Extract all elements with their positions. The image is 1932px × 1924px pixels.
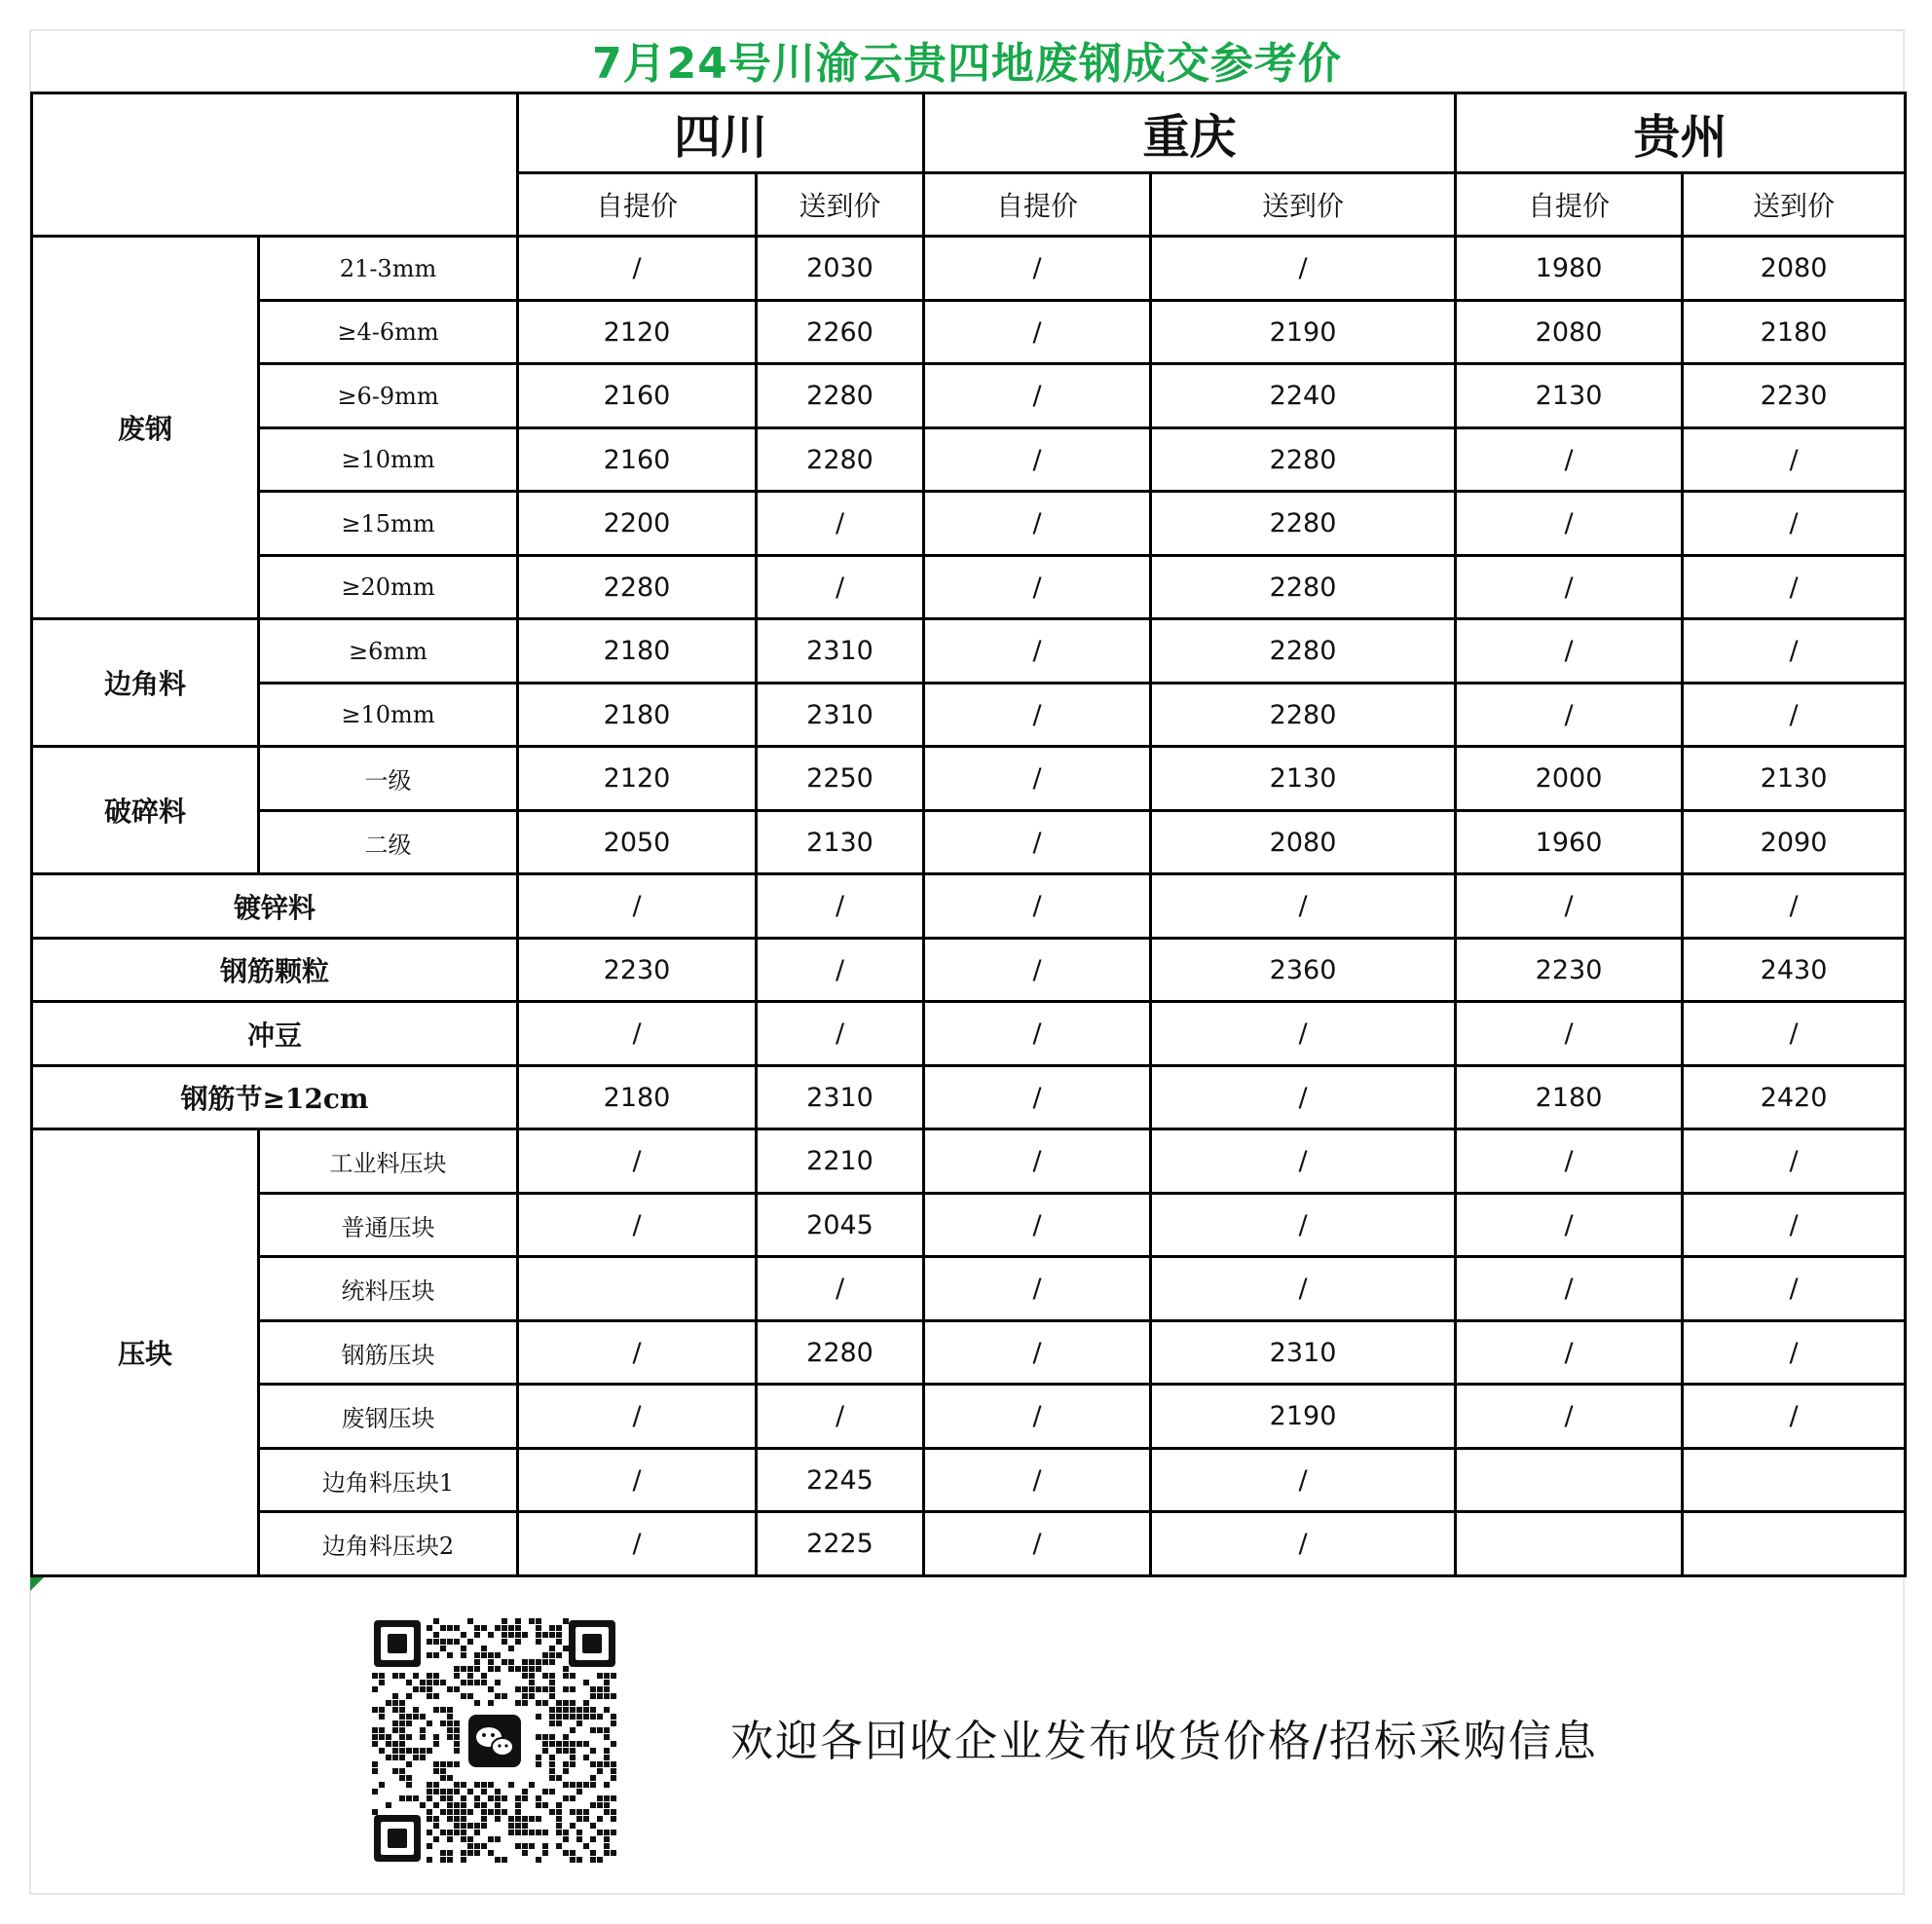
region-guizhou: 贵州 [1456, 93, 1906, 173]
price-cell: / [924, 938, 1151, 1002]
price-cell: 2280 [1151, 619, 1456, 684]
price-cell: / [924, 237, 1151, 301]
guizhou-pickup-header: 自提价 [1456, 172, 1683, 237]
price-cell: / [924, 1320, 1151, 1385]
price-cell: / [924, 555, 1151, 619]
spec-cell: 一级 [259, 747, 518, 811]
table-row [32, 1129, 1906, 1194]
price-cell: 2310 [757, 1065, 924, 1129]
price-cell: 2310 [757, 619, 924, 684]
price-cell: / [1456, 619, 1683, 684]
price-cell: 2160 [518, 427, 757, 492]
price-cell: 2120 [518, 747, 757, 811]
price-cell: / [1683, 492, 1906, 556]
price-cell: 2130 [757, 810, 924, 874]
price-cell: 2310 [1151, 1320, 1456, 1385]
category-galvanized: 镀锌料 [32, 874, 518, 939]
price-cell: 2160 [518, 364, 757, 428]
spec-cell: 21-3mm [259, 237, 518, 301]
price-cell: 2190 [1151, 1385, 1456, 1449]
price-cell: / [924, 747, 1151, 811]
price-cell: 2280 [1151, 492, 1456, 556]
table-row [32, 810, 1906, 874]
category-rebar-section: 钢筋节≥12cm [32, 1065, 518, 1129]
price-cell: / [924, 874, 1151, 939]
table-row [32, 492, 1906, 556]
price-cell: / [1151, 1448, 1456, 1512]
table-row [32, 747, 1906, 811]
price-cell: / [924, 1193, 1151, 1257]
price-cell: 2045 [757, 1193, 924, 1257]
category-edge: 边角料 [32, 619, 259, 747]
price-cell: / [924, 1065, 1151, 1129]
price-cell: 2030 [757, 237, 924, 301]
spec-cell: 工业料压块 [259, 1129, 518, 1194]
table-row [32, 1448, 1906, 1512]
price-cell: / [757, 938, 924, 1002]
category-punch: 冲豆 [32, 1002, 518, 1066]
price-cell: / [1683, 1320, 1906, 1385]
price-cell: / [1456, 1129, 1683, 1194]
spec-cell: ≥4-6mm [259, 300, 518, 364]
table-row [32, 237, 1906, 301]
table-row [32, 1193, 1906, 1257]
price-cell: 1980 [1456, 237, 1683, 301]
price-cell [1683, 1512, 1906, 1576]
price-cell: 2200 [518, 492, 757, 556]
price-cell: / [1456, 1385, 1683, 1449]
price-cell: / [1683, 1193, 1906, 1257]
table-row [32, 555, 1906, 619]
price-cell: / [518, 1385, 757, 1449]
chongqing-pickup-header: 自提价 [924, 172, 1151, 237]
header-corner [32, 93, 518, 237]
spec-cell: 边角料压块2 [259, 1512, 518, 1576]
table-row [32, 1512, 1906, 1576]
price-cell: / [924, 364, 1151, 428]
price-cell: 2210 [757, 1129, 924, 1194]
table-row [32, 938, 1906, 1002]
spec-cell: ≥10mm [259, 683, 518, 747]
price-cell: 2240 [1151, 364, 1456, 428]
spec-cell: 统料压块 [259, 1257, 518, 1321]
price-cell [518, 1257, 757, 1321]
price-cell: / [518, 1129, 757, 1194]
price-cell: 2280 [757, 1320, 924, 1385]
price-cell: 2280 [518, 555, 757, 619]
price-cell: 2000 [1456, 747, 1683, 811]
category-crushed: 破碎料 [32, 747, 259, 874]
price-cell: / [1151, 1512, 1456, 1576]
price-cell: / [1683, 427, 1906, 492]
price-cell: / [1683, 1385, 1906, 1449]
welcome-message: 欢迎各回收企业发布收货价格/招标采购信息 [730, 1717, 1598, 1766]
spec-cell: ≥6mm [259, 619, 518, 684]
price-cell: / [1151, 874, 1456, 939]
price-cell: / [518, 237, 757, 301]
price-cell: / [518, 874, 757, 939]
price-cell: 2280 [1151, 427, 1456, 492]
spec-cell: 二级 [259, 810, 518, 874]
spec-cell: 普通压块 [259, 1193, 518, 1257]
price-cell: / [1151, 1257, 1456, 1321]
price-cell: 2180 [518, 619, 757, 684]
spec-cell: ≥15mm [259, 492, 518, 556]
table-row [32, 683, 1906, 747]
price-cell: / [1456, 1257, 1683, 1321]
price-cell: / [757, 1002, 924, 1066]
price-cell: 2180 [1683, 300, 1906, 364]
footer [29, 1579, 1905, 1893]
price-cell: / [1683, 1002, 1906, 1066]
price-cell: 2230 [1456, 938, 1683, 1002]
price-cell: 2280 [757, 427, 924, 492]
table-row [32, 364, 1906, 428]
price-cell: 2180 [518, 1065, 757, 1129]
price-cell: 2090 [1683, 810, 1906, 874]
price-cell: / [518, 1512, 757, 1576]
price-cell: / [1456, 874, 1683, 939]
price-cell: 2130 [1151, 747, 1456, 811]
price-cell: / [1683, 619, 1906, 684]
price-cell: 2250 [757, 747, 924, 811]
price-cell: / [757, 874, 924, 939]
table-row [32, 427, 1906, 492]
price-cell: / [924, 1385, 1151, 1449]
category-rebar-pellet: 钢筋颗粒 [32, 938, 518, 1002]
region-sichuan: 四川 [518, 93, 924, 173]
price-cell: 2080 [1683, 237, 1906, 301]
price-cell: / [924, 1129, 1151, 1194]
price-cell: / [924, 300, 1151, 364]
price-cell: 2190 [1151, 300, 1456, 364]
spec-cell: ≥6-9mm [259, 364, 518, 428]
price-cell: / [1456, 492, 1683, 556]
table-row [32, 874, 1906, 939]
price-cell: / [1683, 683, 1906, 747]
price-cell: 2360 [1151, 938, 1456, 1002]
price-cell: / [924, 1448, 1151, 1512]
price-cell: 2130 [1456, 364, 1683, 428]
guizhou-delivered-header: 送到价 [1683, 172, 1906, 237]
header-row-regions [32, 93, 1906, 173]
spec-cell: 废钢压块 [259, 1385, 518, 1449]
category-scrap: 废钢 [32, 237, 259, 619]
price-cell: / [1151, 237, 1456, 301]
price-cell: 1960 [1456, 810, 1683, 874]
price-cell: 2280 [1151, 555, 1456, 619]
price-cell: / [924, 683, 1151, 747]
price-cell: 2280 [757, 364, 924, 428]
price-cell: / [518, 1002, 757, 1066]
category-briquette: 压块 [32, 1129, 259, 1576]
price-cell: 2420 [1683, 1065, 1906, 1129]
price-cell: / [924, 427, 1151, 492]
price-cell: 2430 [1683, 938, 1906, 1002]
table-row [32, 1385, 1906, 1449]
price-cell: 2310 [757, 683, 924, 747]
table-row [32, 1320, 1906, 1385]
price-cell: 2260 [757, 300, 924, 364]
price-cell: 2130 [1683, 747, 1906, 811]
price-table [30, 92, 1907, 1577]
price-cell [1456, 1448, 1683, 1512]
price-cell: / [518, 1193, 757, 1257]
price-cell: / [1683, 1257, 1906, 1321]
price-cell: 2180 [518, 683, 757, 747]
price-cell: / [924, 619, 1151, 684]
price-cell: / [1456, 555, 1683, 619]
price-cell: / [518, 1320, 757, 1385]
price-cell: / [757, 1385, 924, 1449]
price-cell: / [1456, 1320, 1683, 1385]
price-cell: / [1151, 1065, 1456, 1129]
price-cell: / [1151, 1002, 1456, 1066]
price-cell: / [1683, 1129, 1906, 1194]
price-cell: / [924, 492, 1151, 556]
price-cell: / [757, 555, 924, 619]
table-row [32, 1257, 1906, 1321]
price-cell: / [1151, 1193, 1456, 1257]
table-row [32, 1065, 1906, 1129]
sichuan-pickup-header: 自提价 [518, 172, 757, 237]
price-cell: 2230 [1683, 364, 1906, 428]
spec-cell: ≥20mm [259, 555, 518, 619]
price-cell: / [924, 1257, 1151, 1321]
table-row [32, 1002, 1906, 1066]
price-cell: / [1151, 1129, 1456, 1194]
price-cell: 2280 [1151, 683, 1456, 747]
price-cell: 2080 [1456, 300, 1683, 364]
price-cell: / [757, 1257, 924, 1321]
price-cell: / [1456, 683, 1683, 747]
page-title: 7月24号川渝云贵四地废钢成交参考价 [592, 39, 1342, 89]
price-cell: / [518, 1448, 757, 1512]
table-row [32, 619, 1906, 684]
table-row [32, 300, 1906, 364]
price-cell: 2225 [757, 1512, 924, 1576]
price-cell: 2180 [1456, 1065, 1683, 1129]
price-cell [1456, 1512, 1683, 1576]
price-cell: / [1683, 874, 1906, 939]
price-cell: / [924, 1002, 1151, 1066]
region-chongqing: 重庆 [924, 93, 1456, 173]
price-cell: / [1456, 1193, 1683, 1257]
price-cell: / [1456, 1002, 1683, 1066]
wechat-qr-code-icon[interactable] [372, 1618, 617, 1864]
price-cell: 2245 [757, 1448, 924, 1512]
spec-cell: 钢筋压块 [259, 1320, 518, 1385]
price-cell: 2230 [518, 938, 757, 1002]
chongqing-delivered-header: 送到价 [1151, 172, 1456, 237]
sichuan-delivered-header: 送到价 [757, 172, 924, 237]
price-cell: / [1456, 427, 1683, 492]
price-cell: / [1683, 555, 1906, 619]
spec-cell: ≥10mm [259, 427, 518, 492]
price-cell: / [924, 810, 1151, 874]
price-cell: / [757, 492, 924, 556]
price-cell: 2120 [518, 300, 757, 364]
price-cell: / [924, 1512, 1151, 1576]
spec-cell: 边角料压块1 [259, 1448, 518, 1512]
price-cell [1683, 1448, 1906, 1512]
price-cell: 2080 [1151, 810, 1456, 874]
price-cell: 2050 [518, 810, 757, 874]
